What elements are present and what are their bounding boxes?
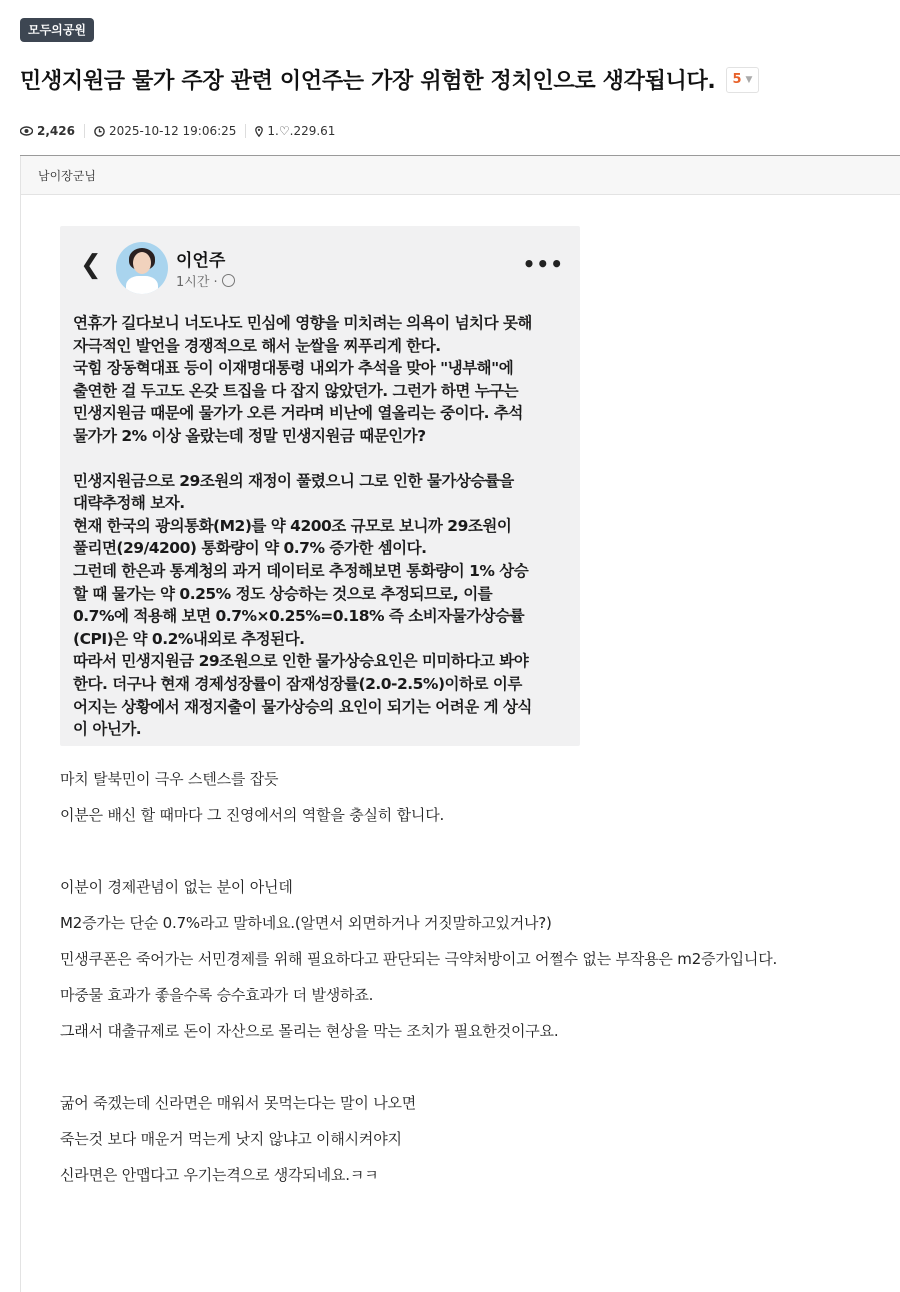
embedded-line: 한다. 더구나 현재 경제성장률이 잠재성장률(2.0-2.5%)이하로 이루: [73, 674, 522, 693]
author-name[interactable]: 남이장군님: [38, 169, 96, 183]
embedded-line: 자극적인 발언을 경쟁적으로 해서 눈쌀을 찌푸리게 한다.: [73, 336, 441, 355]
body-paragraph: 그래서 대출규제로 돈이 자산으로 몰리는 현상을 막는 조치가 필요한것이구요.: [60, 1022, 559, 1040]
post-datetime: [84, 124, 245, 138]
board-tag[interactable]: 모두의공원: [20, 18, 94, 42]
view-count-value: 2,426: [37, 124, 75, 138]
embedded-line: 민생지원금으로 29조원의 재정이 풀렸으니 그로 인한 물가상승률을: [73, 471, 514, 490]
body-paragraph: 마중물 효과가 좋을수록 승수효과가 더 발생하죠.: [60, 986, 374, 1004]
embedded-line: (CPI)은 약 0.2%내외로 추정된다.: [73, 629, 305, 648]
embedded-line: 그런데 한은과 통계청의 과거 데이터로 추정해보면 통화량이 1% 상승: [73, 561, 529, 580]
embedded-paragraph-gap: [73, 448, 573, 470]
embedded-post-time-value: 1시간 ·: [176, 275, 218, 290]
avatar: [116, 242, 168, 294]
embedded-author-name: 이언주: [176, 251, 226, 271]
body-paragraph: 굶어 죽겠는데 신라면은 매워서 못먹는다는 말이 나오면: [60, 1094, 417, 1112]
more-dots-icon: •••: [522, 252, 564, 276]
post-ip-value: 1.♡.229.61: [267, 124, 336, 138]
body-paragraph: 이분은 배신 할 때마다 그 진영에서의 역할을 충실히 합니다.: [60, 806, 445, 824]
body-paragraph: M2증가는 단순 0.7%라고 말하네요.(알면서 외면하거나 거짓말하고있거나?): [60, 914, 552, 932]
body-paragraph: 마치 탈북민이 극우 스텐스를 잡듯: [60, 770, 279, 788]
author-bar: [20, 156, 900, 195]
post-title-row: [20, 64, 759, 95]
embedded-line: 현재 한국의 광의통화(M2)를 약 4200조 규모로 보니까 29조원이: [73, 516, 512, 535]
post-meta: [20, 124, 344, 138]
body-paragraph: 민생쿠폰은 죽어가는 서민경제를 위해 필요하다고 판단되는 극약처방이고 어쩔수 없는 부작용은 m2증가입니다.: [60, 950, 778, 968]
location-pin-icon: [255, 126, 263, 137]
body-blank-line: [60, 1058, 777, 1094]
body-paragraph: 죽는것 보다 매운거 먹는게 낫지 않냐고 이해시켜야지: [60, 1130, 402, 1148]
embedded-line: 출연한 걸 두고도 온갖 트집을 다 잡지 않았던가. 그런가 하면 누구는: [73, 381, 519, 400]
body-paragraph: 이분이 경제관념이 없는 분이 아닌데: [60, 878, 293, 896]
view-count: [20, 124, 84, 138]
content-border: [20, 195, 21, 1292]
back-arrow-icon: ❮: [80, 250, 102, 280]
embedded-line: 물가가 2% 이상 올랐는데 정말 민생지원금 때문인가?: [73, 426, 426, 445]
body-blank-line: [60, 842, 777, 878]
embedded-line: 할 때 물가는 약 0.25% 정도 상승하는 것으로 추정되므로, 이를: [73, 584, 493, 603]
embedded-post-image: [60, 226, 580, 746]
chevron-down-icon: ▼: [745, 74, 753, 85]
globe-icon: [222, 274, 235, 287]
embedded-post-time: [176, 271, 235, 290]
embedded-line: 어지는 상황에서 재정지출이 물가상승의 요인이 되기는 어려운 게 상식: [73, 697, 532, 716]
embedded-line: 이 아닌가.: [73, 720, 142, 739]
post-datetime-value: 2025-10-12 19:06:25: [108, 124, 237, 138]
embedded-line: 대략추정해 보자.: [73, 494, 185, 513]
eye-icon: [20, 126, 33, 136]
post-body: [60, 770, 777, 1202]
embedded-line: 연휴가 길다보니 너도나도 민심에 영향을 미치려는 의욕이 넘치다 못해: [73, 314, 532, 332]
embedded-line: 따라서 민생지원금 29조원으로 인한 물가상승요인은 미미하다고 봐야: [73, 652, 529, 671]
embedded-line: 풀리면(29/4200) 통화량이 약 0.7% 증가한 셈이다.: [73, 539, 427, 558]
comment-count-button[interactable]: [726, 67, 760, 93]
comment-count: 5: [732, 72, 742, 87]
post-ip: [245, 124, 344, 138]
embedded-post-text: [73, 312, 573, 741]
embedded-line: 국힘 장동혁대표 등이 이재명대통령 내외가 추석을 맞아 "냉부해"에: [73, 359, 514, 378]
body-paragraph: 신라면은 안맵다고 우기는격으로 생각되네요.ㅋㅋ: [60, 1166, 379, 1184]
embedded-line: 민생지원금 때문에 물가가 오른 거라며 비난에 열올리는 중이다. 추석: [73, 404, 523, 423]
embedded-line: 0.7%에 적용해 보면 0.7%×0.25%=0.18% 즉 소비자물가상승률: [73, 607, 525, 626]
clock-icon: [94, 126, 105, 137]
post-title: 민생지원금 물가 주장 관련 이언주는 가장 위험한 정치인으로 생각됩니다.: [20, 69, 716, 94]
